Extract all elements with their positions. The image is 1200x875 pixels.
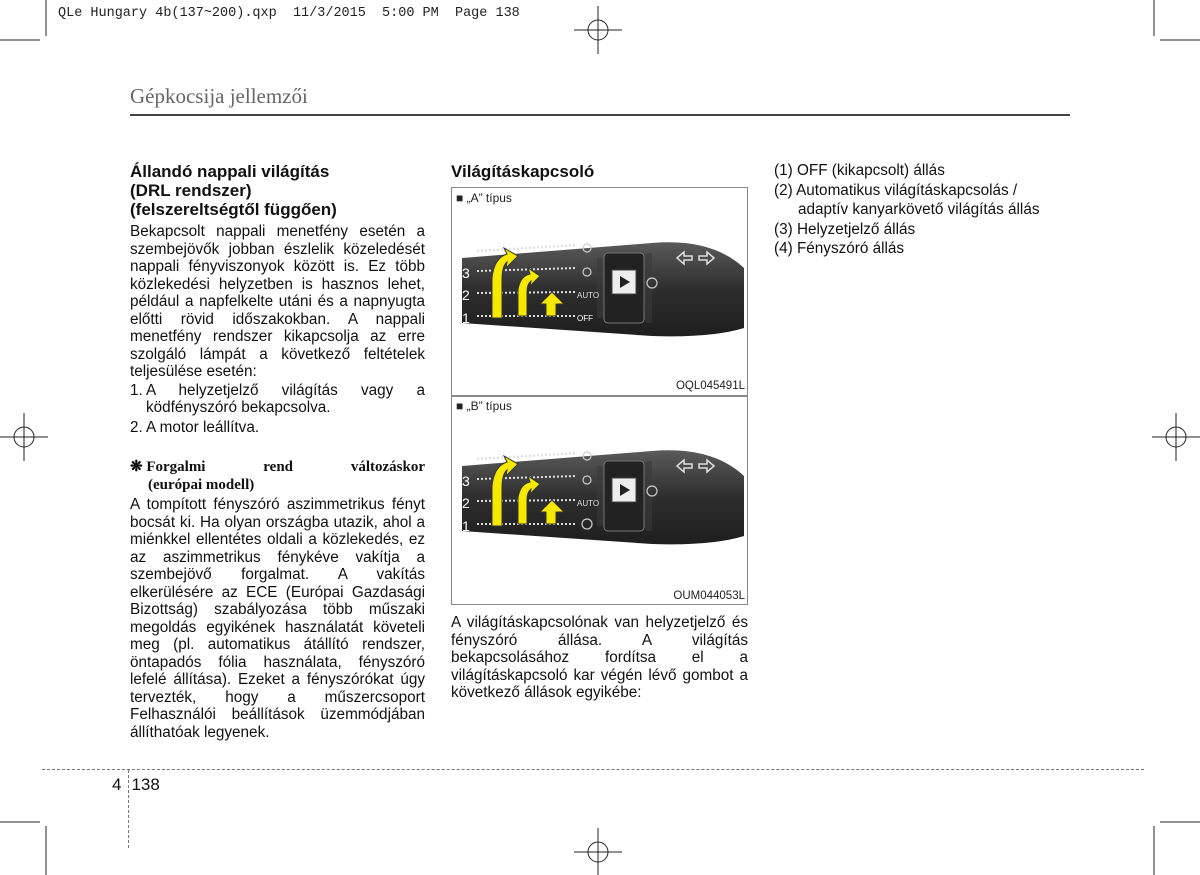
auto-mark: AUTO	[577, 291, 600, 300]
chapter-title: Gépkocsija jellemzői	[130, 84, 308, 108]
position-4-label: 4	[462, 244, 470, 260]
legend-item: (1) OFF (kikapcsolt) állás	[774, 162, 945, 179]
page-number	[112, 775, 160, 795]
registration-mark-bottom	[574, 828, 622, 875]
light-switch-title: Világításkapcsoló	[451, 162, 595, 181]
condition-item: 2. A motor leállítva.	[130, 418, 260, 436]
legend-item: (2) Automatikus világításkapcsolás /	[774, 181, 1018, 199]
figure-type-b	[451, 395, 748, 605]
position-1-label: 1	[462, 518, 470, 534]
legend-item-continued: adaptív kanyarkövető világítás állás	[798, 201, 1040, 218]
header-rule	[130, 114, 1070, 116]
chapter-number: 4	[112, 775, 122, 794]
page-number-value: 138	[131, 775, 160, 794]
auto-mark: AUTO	[577, 499, 600, 508]
position-legend	[774, 161, 1074, 259]
off-mark: OFF	[577, 314, 593, 323]
legend-item: (3) Helyzetjelző állás	[774, 220, 916, 238]
position-2-label: 2	[462, 495, 470, 511]
legend-item: (4) Fényszóró állás	[774, 240, 905, 257]
figure-b-code: OUM044053L	[673, 590, 745, 602]
drl-title-line: (DRL rendszer)	[130, 181, 252, 200]
registration-mark-top	[574, 6, 622, 54]
registration-mark-right	[1152, 413, 1200, 461]
print-slug: QLe Hungary 4b(137~200).qxp 11/3/2015 5:00 PM Page 138	[58, 6, 520, 21]
light-switch-illustration-b	[452, 436, 747, 556]
figure-a-label: ■ „A” típus	[456, 191, 512, 205]
position-3-label: 3	[462, 265, 470, 281]
note-title: ❋ Forgalmi rend változáskor (európai modell)	[130, 459, 425, 493]
position-1-label: 1	[462, 310, 470, 326]
registration-mark-left	[0, 413, 48, 461]
footer-rule	[42, 769, 1144, 770]
drl-section-title	[130, 162, 425, 219]
figure-type-a	[451, 187, 748, 397]
left-column	[130, 162, 425, 741]
figure-a-code: OQL045491L	[675, 380, 745, 392]
note-body-text: A tompított fényszóró aszimmetrikus fényt bocsát ki. Ha olyan országba utazik, ahol a miénkkel ellentétes oldali a közlekedés, ez az aszimmetrikus fénykéve vakítja a szembejövő forgalmat. A vakítás elkerülésére az ECE (Európai Gazdasági Bizottság) szabályozása több műszaki megoldás egyikének használatát követeli meg (pl. automatikus átállító rendszer, öntapadós fólia használata, fényszóró lefelé állítása). Ezeket a fényszórókat úgy tervezték, hogy a műszercsoport Felhasználói beállítások üzemmódjában állíthatóak legyenek.	[130, 496, 425, 741]
position-4-label: 4	[462, 452, 470, 468]
condition-item: 1. A helyzetjelző világítás vagy a ködfényszóró bekapcsolva.	[130, 381, 425, 416]
drl-title-line: (felszereltségtől függően)	[130, 200, 337, 219]
light-switch-illustration-a	[452, 228, 747, 348]
position-2-label: 2	[462, 287, 470, 303]
drl-body-text: Bekapcsolt nappali menetfény esetén a szembejövők jobban észlelik közeledését nappali fényviszonyok között is. Ez több közlekedési helyzetben is hasznos lehet, például a napfelkelte utáni és a napnyugta előtti rövid időszakokban. A nappali menetfény rendszer kikapcsolja az erre szolgáló lámpát a következő feltételek teljesülése esetén:	[130, 223, 425, 380]
drl-title-line: Állandó nappali világítás	[130, 162, 330, 181]
figure-b-label: ■ „B” típus	[456, 399, 512, 413]
position-3-label: 3	[462, 473, 470, 489]
note-symbol-icon: ❋	[130, 459, 143, 475]
light-switch-body-text: A világításkapcsolónak van helyzetjelző és fényszóró állása. A világítás bekapcsolásához fordítsa el a világításkapcsoló kar végén lévő gombot a következő állások egyikébe:	[451, 614, 748, 701]
